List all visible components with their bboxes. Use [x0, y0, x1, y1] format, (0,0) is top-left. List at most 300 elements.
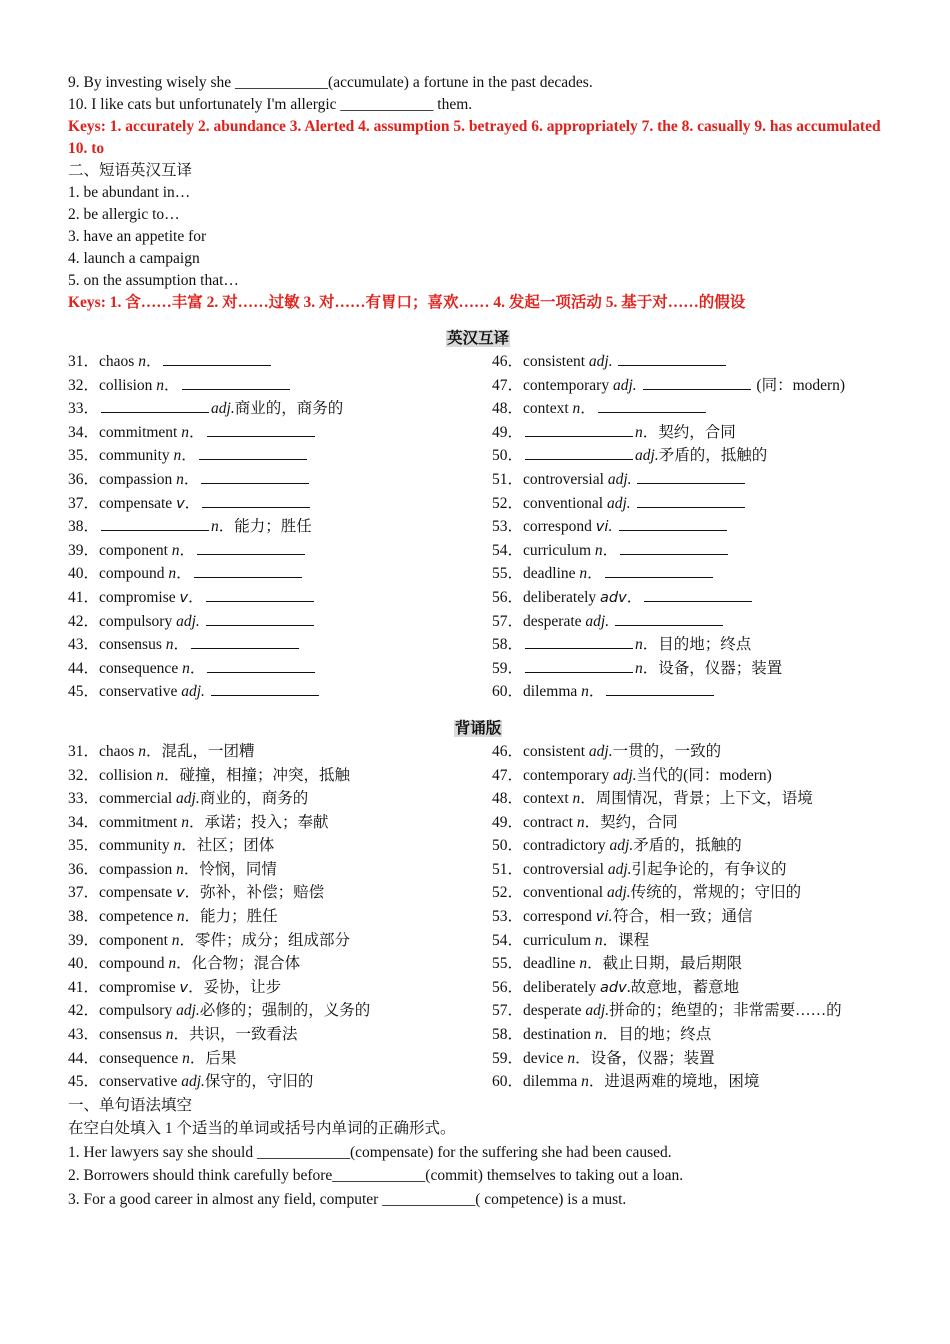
- part-of-speech: v: [179, 979, 189, 996]
- meaning: 妥协，让步: [203, 978, 282, 996]
- pos-punct: ．: [189, 813, 205, 831]
- part-of-speech: adj.: [607, 470, 632, 488]
- item-number: 55．: [492, 955, 524, 973]
- item-number: 37．: [68, 884, 100, 902]
- pos-punct: ．: [189, 659, 206, 677]
- vocab-recite-item: [492, 1023, 888, 1047]
- headword: collision: [99, 376, 157, 394]
- answer-blank: [206, 611, 314, 626]
- vocab-recite-item: [68, 834, 492, 858]
- headword: compound: [99, 565, 169, 583]
- part-of-speech: n: [572, 790, 581, 808]
- vocab-exercise-item: [492, 421, 888, 445]
- item-number: 46．: [492, 742, 524, 760]
- pos-punct: ．: [176, 955, 192, 973]
- answer-blank: [525, 445, 633, 460]
- part-of-speech: n: [171, 931, 180, 949]
- vocab-recite-item: [492, 881, 888, 905]
- part-of-speech: adv: [600, 979, 627, 996]
- vocab-recite-item: [492, 787, 888, 811]
- part-of-speech: adj.: [588, 353, 613, 370]
- answer-keys-2: Keys: 1. 含……丰富 2. 对……过敏 3. 对……有胃口；喜欢…… 4. 发起一项活动 5. 基于对……的假设: [68, 294, 746, 311]
- item-number: 46．: [492, 353, 524, 370]
- headword: context: [523, 400, 573, 418]
- pos-punct: ．: [580, 790, 596, 808]
- pos-punct: ．: [183, 470, 200, 488]
- headword: deadline: [523, 955, 580, 973]
- answer-blank: [605, 563, 713, 578]
- vocab-recite-item: [492, 764, 888, 788]
- item-number: 54．: [492, 541, 524, 559]
- item-number: 31．: [68, 353, 100, 370]
- headword: conservative: [99, 1073, 182, 1091]
- item-number: 41．: [68, 588, 100, 606]
- headword: collision: [99, 766, 157, 784]
- part-of-speech: n: [171, 541, 180, 559]
- part-of-speech: adj.: [606, 884, 631, 902]
- pos-punct: ．: [575, 1049, 591, 1067]
- vocab-recite-item: [492, 952, 888, 976]
- answer-blank: [211, 681, 319, 696]
- item-number: 48．: [492, 790, 524, 808]
- item-number: 59．: [492, 1049, 524, 1067]
- answer-blank: [620, 540, 728, 555]
- grammar-instruction: 在空白处填入 1 个适当的单词或括号内单词的正确形式。: [68, 1120, 456, 1138]
- part-of-speech: adj.: [176, 790, 200, 808]
- part-of-speech: v: [176, 885, 185, 902]
- meaning: 目的地；终点: [658, 636, 752, 654]
- exercise-list: [68, 350, 888, 704]
- recite-heading: 背诵版: [454, 719, 502, 737]
- answer-blank: [101, 398, 209, 413]
- item-number: 49．: [492, 813, 524, 831]
- item-number: 47．: [492, 766, 524, 784]
- vocab-recite-item: [492, 976, 888, 1000]
- part-of-speech: adj.: [588, 742, 613, 760]
- answer-blank: [101, 516, 209, 531]
- item-number: 47．: [492, 376, 524, 394]
- answer-blank: [163, 351, 271, 366]
- vocab-recite-item: [68, 764, 492, 788]
- item-number: 50．: [492, 837, 524, 855]
- headword: controversial: [523, 860, 608, 878]
- part-of-speech: n: [138, 353, 146, 370]
- answer-blank: [618, 351, 726, 366]
- pos-punct: ．: [184, 908, 201, 926]
- item-number: 42．: [68, 612, 100, 630]
- answer-blank: [194, 563, 302, 578]
- item-number: 35．: [68, 837, 100, 855]
- vocab-exercise-item: [68, 350, 492, 374]
- item-number: 45．: [68, 1073, 100, 1091]
- vocab-recite-item: [68, 858, 492, 882]
- item-number: 41．: [68, 978, 100, 996]
- exercise-heading: 英汉互译: [446, 330, 509, 347]
- headword: competence: [99, 908, 177, 926]
- headword: component: [99, 931, 172, 949]
- grammar-item-1: 1. Her lawyers say she should ____________(compensate) for the suffering she had been caused.: [68, 1143, 672, 1161]
- pos-punct: [205, 683, 209, 700]
- pos-punct: ．: [642, 636, 659, 654]
- vocab-recite-item: [68, 1047, 492, 1071]
- part-of-speech: n: [176, 470, 184, 488]
- part-of-speech: adj.: [635, 447, 659, 465]
- item-number: 44．: [68, 1049, 100, 1067]
- vocab-recite-item: [68, 881, 492, 905]
- pos-punct: [613, 518, 617, 535]
- headword: compulsory: [99, 1002, 177, 1020]
- vocab-exercise-item: [68, 397, 492, 421]
- meaning: 能力；胜任: [200, 908, 278, 926]
- headword: contract: [523, 813, 577, 831]
- item-number: 56．: [492, 978, 524, 996]
- answer-blank: [207, 422, 315, 437]
- vocab-exercise-item: [68, 562, 492, 586]
- headword: conventional: [523, 494, 607, 512]
- part-of-speech: n: [182, 659, 190, 677]
- headword: compulsory: [99, 612, 177, 630]
- meaning: 进退两难的境地，困境: [604, 1073, 760, 1091]
- part-of-speech: n: [635, 636, 643, 654]
- headword: compromise: [99, 978, 180, 996]
- vocab-exercise-item: [68, 586, 492, 610]
- meaning: 传统的，常规的；守旧的: [630, 884, 802, 902]
- meaning: 弥补，补偿；赔偿: [200, 884, 325, 902]
- vocab-exercise-item: [492, 657, 888, 681]
- headword: conservative: [99, 683, 182, 701]
- item-number: 53．: [492, 518, 524, 536]
- headword: consistent: [523, 742, 589, 760]
- headword: compassion: [99, 860, 177, 878]
- pos-punct: ．: [183, 860, 200, 878]
- headword: desperate: [523, 612, 586, 630]
- headword: consensus: [99, 636, 166, 654]
- part-of-speech: adj.: [609, 837, 634, 855]
- vocab-exercise-item: [68, 492, 492, 516]
- meaning: 一贯的，一致的: [612, 742, 722, 760]
- headword: chaos: [99, 353, 139, 370]
- headword: compensate: [99, 494, 177, 512]
- item-number: 39．: [68, 931, 100, 949]
- part-of-speech: n: [173, 447, 182, 465]
- item-number: 34．: [68, 423, 100, 441]
- vocab-exercise-item: [492, 444, 888, 468]
- part-of-speech: adj.: [176, 612, 200, 630]
- part-of-speech: adv: [600, 589, 627, 606]
- phrase-5: 5. on the assumption that…: [68, 272, 239, 289]
- pos-punct: ．: [188, 588, 204, 606]
- vocab-exercise-item: [492, 492, 888, 516]
- item-number: 34．: [68, 813, 100, 831]
- part-of-speech: n: [211, 518, 219, 536]
- item-number: 57．: [492, 1002, 524, 1020]
- vocab-exercise-item: [68, 610, 492, 634]
- part-of-speech: adj.: [211, 400, 235, 418]
- headword: commitment: [99, 813, 182, 831]
- sentence-9: 9. By investing wisely she ____________(accumulate) a fortune in the past decades.: [68, 74, 593, 91]
- part-of-speech: n: [635, 423, 643, 441]
- vocab-recite-item: [492, 811, 888, 835]
- headword: desperate: [523, 1002, 586, 1020]
- meaning: (同：modern): [752, 376, 846, 394]
- answer-blank: [637, 493, 745, 508]
- item-number: 42．: [68, 1002, 100, 1020]
- headword: curriculum: [523, 541, 595, 559]
- item-number: 39．: [68, 541, 100, 559]
- part-of-speech: n: [165, 1026, 174, 1044]
- item-number: 43．: [68, 1026, 100, 1044]
- headword: community: [99, 837, 174, 855]
- meaning: 故意地，蓄意地: [630, 978, 740, 996]
- meaning: 怜悯，同情: [199, 860, 277, 878]
- headword: conventional: [523, 884, 607, 902]
- headword: destination: [523, 1026, 595, 1044]
- headword: community: [99, 447, 174, 465]
- meaning: 后果: [205, 1049, 237, 1067]
- pos-punct: [613, 353, 617, 370]
- meaning: 契约，合同: [600, 813, 678, 831]
- pos-punct: ．: [642, 423, 659, 441]
- item-number: 58．: [492, 1026, 524, 1044]
- answer-blank: [643, 375, 751, 390]
- item-number: 33．: [68, 790, 100, 808]
- meaning: 矛盾的，抵触的: [658, 447, 768, 465]
- pos-punct: ．: [164, 376, 180, 394]
- headword: compassion: [99, 470, 177, 488]
- item-number: 36．: [68, 860, 100, 878]
- headword: consensus: [99, 1026, 166, 1044]
- answer-blank: [201, 469, 309, 484]
- meaning: 共识，一致看法: [189, 1026, 298, 1044]
- headword: context: [523, 790, 573, 808]
- vocab-exercise-item: [68, 374, 492, 398]
- item-number: 52．: [492, 494, 524, 512]
- pos-punct: ．: [587, 955, 603, 973]
- part-of-speech: n: [567, 1049, 576, 1067]
- answer-blank: [202, 493, 310, 508]
- pos-punct: ．: [189, 423, 205, 441]
- vocab-recite-item: [492, 740, 888, 764]
- item-number: 51．: [492, 470, 524, 488]
- meaning: 保守的，守旧的: [204, 1073, 314, 1091]
- sentence-10: 10. I like cats but unfortunately I'm allergic ____________ them.: [68, 96, 473, 113]
- vocab-exercise-item: [68, 680, 492, 704]
- item-number: 53．: [492, 908, 524, 926]
- part-of-speech: n: [579, 565, 588, 583]
- vocab-recite-item: [68, 1070, 492, 1094]
- pos-punct: ．: [145, 742, 162, 760]
- item-number: 50．: [492, 447, 524, 465]
- vocab-recite-item: [68, 811, 492, 835]
- headword: commercial: [99, 790, 177, 808]
- pos-punct: ．: [173, 1026, 190, 1044]
- headword: contemporary: [523, 376, 613, 394]
- headword: correspond: [523, 908, 596, 926]
- recite-list: [68, 740, 888, 1094]
- phrase-1: 1. be abundant in…: [68, 184, 191, 201]
- headword: compromise: [99, 588, 180, 606]
- vocab-exercise-item: [492, 397, 888, 421]
- meaning: 课程: [618, 931, 650, 949]
- meaning: 引起争论的，有争议的: [631, 860, 787, 878]
- meaning: 社区；团体: [196, 837, 275, 855]
- vocab-recite-item: [68, 952, 492, 976]
- pos-punct: ．: [602, 1026, 619, 1044]
- meaning: 截止日期，最后期限: [602, 955, 743, 973]
- answer-blank: [525, 422, 633, 437]
- pos-punct: ．: [588, 683, 605, 701]
- pos-punct: ．: [164, 766, 180, 784]
- item-number: 58．: [492, 636, 524, 654]
- item-number: 36．: [68, 470, 100, 488]
- pos-punct: ．: [184, 884, 201, 902]
- answer-keys-1: Keys: 1. accurately 2. abundance 3. Alerted 4. assumption 5. betrayed 6. appropriately 7. the 8. casually 9. has accumulated 10. to: [68, 118, 881, 157]
- vocab-recite-item: [68, 905, 492, 929]
- headword: dilemma: [523, 1073, 582, 1091]
- vocab-exercise-item: [68, 421, 492, 445]
- meaning: 化合物；混合体: [191, 955, 301, 973]
- item-number: 38．: [68, 908, 100, 926]
- pos-punct: ．: [642, 659, 659, 677]
- grammar-item-3: 3. For a good career in almost any field, computer ____________( competence) is a must.: [68, 1190, 627, 1208]
- item-number: 40．: [68, 565, 100, 583]
- headword: device: [523, 1049, 568, 1067]
- part-of-speech: vi.: [595, 519, 613, 536]
- headword: consequence: [99, 659, 183, 677]
- part-of-speech: adj.: [181, 1073, 205, 1091]
- item-number: 40．: [68, 955, 100, 973]
- vocab-exercise-item: [68, 515, 492, 539]
- headword: deliberately: [523, 978, 601, 996]
- item-number: 51．: [492, 860, 524, 878]
- vocab-recite-item: [492, 834, 888, 858]
- pos-punct: ．: [179, 931, 196, 949]
- meaning: 周围情况，背景；上下文，语境: [595, 790, 813, 808]
- meaning: 混乱，一团糟: [161, 742, 255, 760]
- vocab-exercise-item: [492, 562, 888, 586]
- section-2-title: 二、短语英汉互译: [68, 162, 193, 179]
- pos-punct: ．: [184, 494, 201, 512]
- headword: consequence: [99, 1049, 183, 1067]
- answer-blank: [199, 445, 307, 460]
- meaning: 设备，仪器；装置: [590, 1049, 715, 1067]
- part-of-speech: adj.: [585, 1002, 610, 1020]
- item-number: 59．: [492, 659, 524, 677]
- item-number: 45．: [68, 683, 100, 701]
- pos-punct: ．: [580, 400, 596, 418]
- vocab-recite-item: [68, 1023, 492, 1047]
- headword: curriculum: [523, 931, 595, 949]
- pos-punct: [637, 377, 641, 394]
- meaning: 符合，相一致；通信: [612, 908, 753, 926]
- part-of-speech: n: [176, 860, 184, 878]
- part-of-speech: n: [579, 955, 588, 973]
- headword: contradictory: [523, 837, 610, 855]
- meaning: 零件；成分；组成部分: [195, 931, 351, 949]
- pos-punct: ．: [218, 518, 235, 536]
- item-number: 38．: [68, 518, 100, 536]
- meaning: 当代的(同：modern): [636, 766, 772, 784]
- item-number: 60．: [492, 1073, 524, 1091]
- vocab-exercise-item: [492, 374, 888, 398]
- part-of-speech: n: [156, 376, 165, 394]
- part-of-speech: n: [594, 931, 603, 949]
- headword: component: [99, 541, 172, 559]
- meaning: 承诺；投入；奉献: [204, 813, 329, 831]
- item-number: 55．: [492, 565, 524, 583]
- vocab-exercise-item: [492, 350, 888, 374]
- answer-blank: [644, 587, 752, 602]
- part-of-speech: v: [179, 589, 189, 606]
- part-of-speech: n: [176, 908, 185, 926]
- item-number: 54．: [492, 931, 524, 949]
- item-number: 43．: [68, 636, 100, 654]
- vocab-recite-item: [68, 999, 492, 1023]
- pos-punct: [200, 613, 204, 630]
- answer-blank: [197, 540, 305, 555]
- item-number: 56．: [492, 588, 524, 606]
- pos-punct: ．: [626, 588, 643, 606]
- part-of-speech: adj.: [607, 860, 632, 878]
- meaning: 商业的，商务的: [199, 790, 309, 808]
- item-number: 44．: [68, 659, 100, 677]
- answer-blank: [182, 375, 290, 390]
- part-of-speech: v: [176, 495, 185, 512]
- pos-punct: ．: [587, 565, 603, 583]
- pos-punct: [632, 471, 636, 488]
- answer-blank: [598, 398, 706, 413]
- part-of-speech: n: [594, 541, 603, 559]
- vocab-recite-item: [492, 905, 888, 929]
- answer-blank: [525, 658, 633, 673]
- grammar-item-2: 2. Borrowers should think carefully before____________(commit) themselves to taking out a loan.: [68, 1167, 684, 1185]
- pos-punct: ．: [181, 837, 197, 855]
- meaning: 设备，仪器；装置: [658, 659, 783, 677]
- phrase-3: 3. have an appetite for: [68, 228, 207, 245]
- vocab-exercise-item: [68, 539, 492, 563]
- phrase-4: 4. launch a campaign: [68, 250, 200, 267]
- vocab-exercise-item: [68, 444, 492, 468]
- answer-blank: [191, 634, 299, 649]
- part-of-speech: n: [181, 813, 189, 831]
- meaning: 商业的，商务的: [234, 400, 344, 418]
- part-of-speech: n: [156, 766, 165, 784]
- part-of-speech: adj.: [606, 494, 631, 512]
- pos-punct: ．: [181, 447, 197, 465]
- headword: chaos: [99, 742, 139, 760]
- item-number: 49．: [492, 423, 524, 441]
- item-number: 37．: [68, 494, 100, 512]
- headword: commitment: [99, 423, 182, 441]
- part-of-speech: adj.: [176, 1002, 200, 1020]
- pos-punct: ．: [145, 353, 162, 370]
- vocab-recite-item: [492, 1070, 888, 1094]
- vocab-recite-item: [492, 1047, 888, 1071]
- part-of-speech: n: [173, 837, 182, 855]
- part-of-speech: vi.: [595, 909, 613, 926]
- part-of-speech: adj.: [612, 376, 637, 394]
- grammar-section-title: 一、单句语法填空: [68, 1096, 193, 1114]
- document-page: [68, 72, 888, 1211]
- pos-punct: ．: [188, 978, 204, 996]
- item-number: 31．: [68, 742, 100, 760]
- vocab-exercise-item: [492, 680, 888, 704]
- item-number: 32．: [68, 766, 100, 784]
- part-of-speech: n: [576, 813, 585, 831]
- meaning: 拼命的；绝望的；非常需要……的: [609, 1002, 842, 1020]
- part-of-speech: n: [168, 565, 177, 583]
- answer-blank: [619, 516, 727, 531]
